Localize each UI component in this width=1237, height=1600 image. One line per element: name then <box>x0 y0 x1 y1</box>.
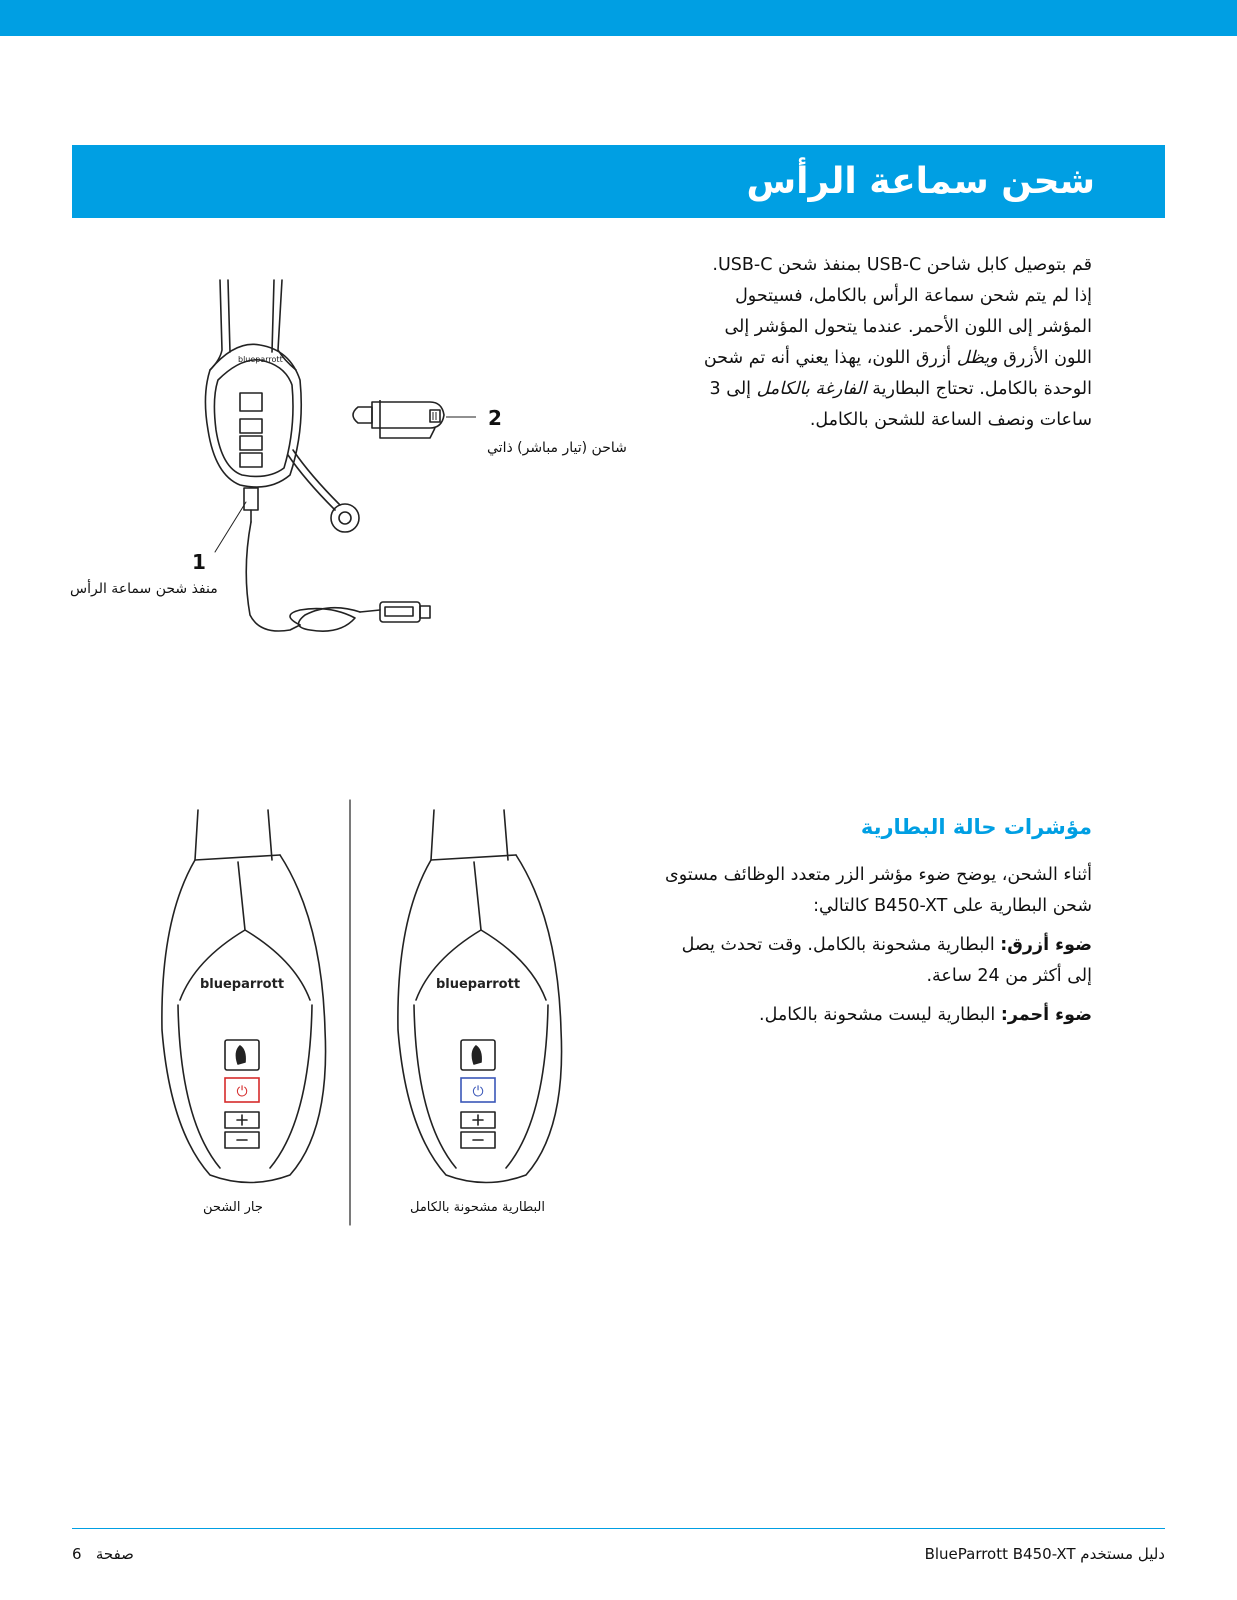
intro-text-3: إلى 3 ساعات ونصف الساعة للشحن بالكامل. <box>709 379 1092 430</box>
blue-light-label: ضوء أزرق: <box>1000 935 1092 955</box>
intro-paragraph <box>700 250 1092 436</box>
power-icon-red: ⏻ <box>236 1084 248 1100</box>
callout-1-label: منفذ شحن سماعة الرأس <box>70 581 218 597</box>
power-icon-blue: ⏻ <box>472 1084 484 1100</box>
red-light-label: ضوء أحمر: <box>1000 1005 1092 1025</box>
intro-text-2: أزرق اللون، يهذا يعني أنه تم شحن الوحدة بالكامل. تحتاج البطارية <box>703 348 1092 399</box>
top-accent-bar <box>0 0 1237 36</box>
battery-status-intro: أثناء الشحن، يوضح ضوء مؤشر الزر متعدد الوظائف مستوى شحن البطارية على B450-XT كالتالي: <box>665 865 1092 916</box>
footer-page-label: صفحة <box>95 1545 134 1563</box>
footer-divider <box>72 1528 1165 1529</box>
charging-illustration <box>180 270 600 690</box>
blue-light-description <box>660 930 1092 992</box>
left-earcup-brand: blueparrott <box>199 977 285 992</box>
callout-2-number: 2 <box>488 406 502 430</box>
red-light-description <box>660 1000 1092 1031</box>
battery-status-illustration <box>150 800 650 1230</box>
section-heading-battery-status: مؤشرات حالة البطارية <box>860 815 1092 839</box>
footer-page <box>72 1545 134 1563</box>
charging-caption: جار الشحن <box>203 1200 263 1215</box>
right-earcup-brand: blueparrott <box>435 977 521 992</box>
callout-2-label: شاحن (تيار مباشر) ذاتي <box>487 440 627 456</box>
title-banner <box>72 145 1165 218</box>
headset-brand-text: blueparrott <box>238 355 283 364</box>
intro-text-1: قم بتوصيل كابل شاحن USB-C بمنفذ شحن USB-C. إذا لم يتم شحن سماعة الرأس بالكامل، فسيتحول المؤشر إلى اللون الأحمر. عندما يتحول المؤشر إلى اللون الأزرق <box>712 255 1092 368</box>
red-light-text: البطارية ليست مشحونة بالكامل. <box>759 1005 1001 1025</box>
footer-guide-title: دليل مستخدم BlueParrott B450-XT <box>924 1545 1165 1563</box>
callout-1-number: 1 <box>192 550 206 574</box>
fully-charged-caption: البطارية مشحونة بالكامل <box>410 1200 545 1215</box>
page-title: شحن سماعة الرأس <box>746 161 1095 202</box>
intro-emphasis-2: الفارغة بالكامل <box>756 379 867 399</box>
blue-light-text: البطارية مشحونة بالكامل. وقت تحدث يصل إلى أكثر من 24 ساعة. <box>681 935 1092 986</box>
intro-emphasis-1: ويظل <box>956 348 998 368</box>
footer-page-number: 6 <box>72 1545 82 1563</box>
